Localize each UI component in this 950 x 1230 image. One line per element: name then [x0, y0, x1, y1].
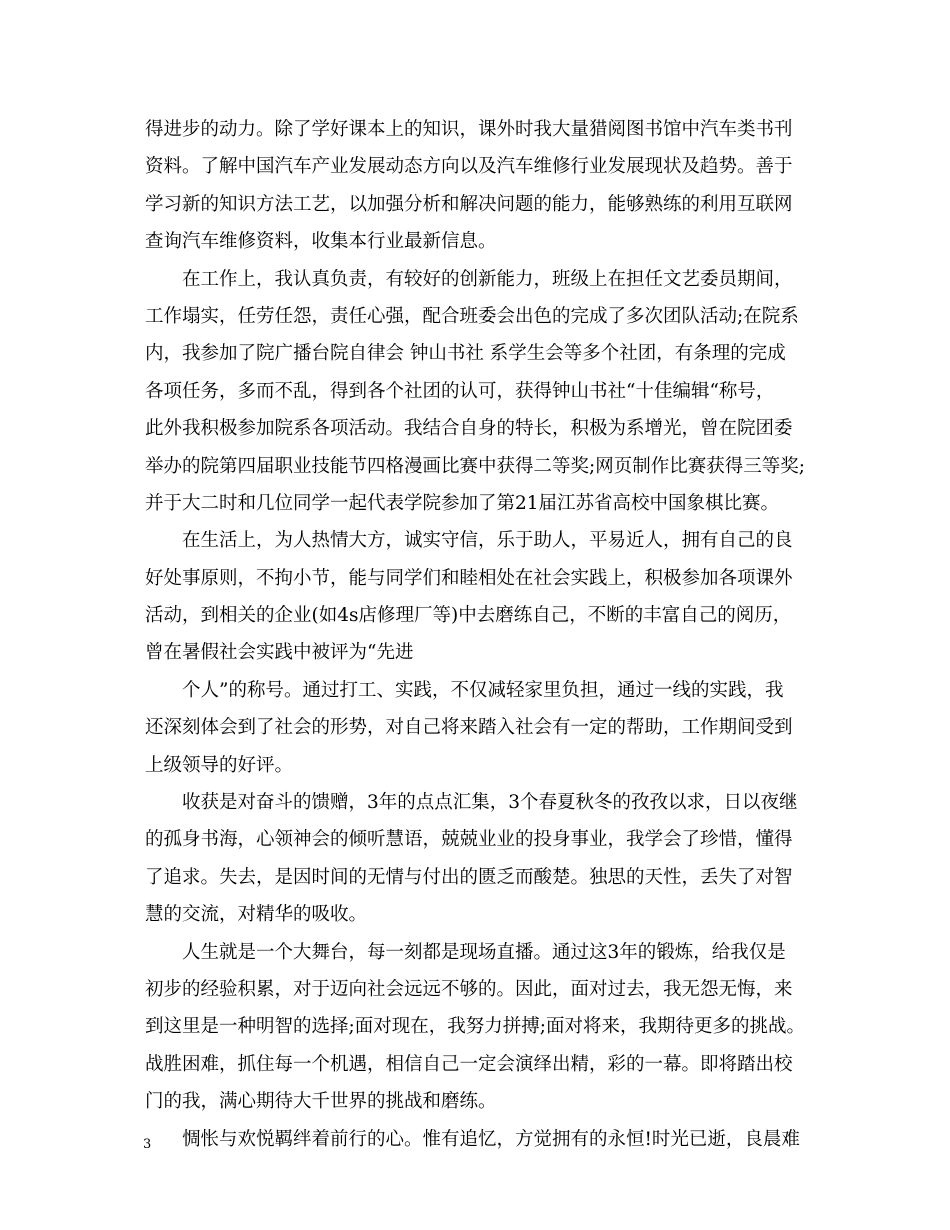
text-line: 初步的经验积累，对于迈向社会远远不够的。因此，面对过去，我无怨无悔，来: [145, 978, 793, 1000]
text-line: 得进步的动力。除了学好课本上的知识，课外时我大量猎阅图书馆中汽车类书刊: [145, 119, 793, 140]
text-line: 内，我参加了院广播台院自律会 钟山书社 系学生会等多个社团，有条理的完成: [145, 343, 786, 365]
text-line: 在生活上，为人热情大方，诚实守信，乐于助人，平易近人，拥有自己的良: [182, 530, 793, 552]
text-line: 查询汽车维修资料，收集本行业最新信息。: [145, 231, 497, 253]
text-line: 好处事原则，不拘小节，能与同学们和睦相处在社会实践上，积极参加各项课外: [145, 567, 793, 589]
text-line: 慧的交流，对精华的吸收。: [145, 904, 368, 926]
text-line: 举办的院第四届职业技能节四格漫画比赛中获得二等奖;网页制作比赛获得三等奖;: [145, 455, 805, 477]
text-line: 收获是对奋斗的馈赠，3年的点点汇集，3个春夏秋冬的孜孜以求，日以夜继: [182, 792, 798, 814]
text-line: 到这里是一种明智的选择;面对现在，我努力拼搏;面对将来，我期待更多的挑战。: [145, 1016, 805, 1038]
page-number: 3: [143, 1137, 152, 1152]
text-line: 曾在暑假社会实践中被评为“先进: [145, 642, 414, 664]
text-line: 门的我，满心期待大千世界的挑战和磨练。: [145, 1091, 497, 1113]
text-line: 个人”的称号。通过打工、实践，不仅减轻家里负担，通过一线的实践，我: [182, 679, 784, 701]
text-line: 活动，到相关的企业(如4s店修理厂等)中去磨练自己，不断的丰富自己的阅历，: [145, 605, 792, 627]
text-line: 上级领导的好评。: [145, 754, 294, 776]
text-line: 了追求。失去，是因时间的无情与付出的匮乏而酸楚。独思的天性，丢失了对智: [145, 866, 793, 888]
text-line: 学习新的知识方法工艺，以加强分析和解决问题的能力，能够熟练的利用互联网: [145, 193, 793, 215]
document-body: [145, 111, 825, 1158]
text-line: 战胜困难，抓住每一个机遇，相信自己一定会演绎出精，彩的一幕。即将踏出校: [145, 1053, 793, 1075]
text-line: 还深刻体会到了社会的形势，对自己将来踏入社会有一定的帮助，工作期间受到: [145, 717, 793, 739]
text-line: 此外我积极参加院系各项活动。我结合自身的特长，积极为系增光，曾在院团委: [145, 418, 793, 440]
text-line: 在工作上，我认真负责，有较好的创新能力，班级上在担任文艺委员期间，: [182, 268, 793, 290]
text-line: 惆怅与欢悦羁绊着前行的心。惟有追忆，方觉拥有的永恒!时光已逝，良晨难: [182, 1128, 800, 1150]
text-line: 工作塌实，任劳任怨，责任心强，配合班委会出色的完成了多次团队活动;在院系: [145, 305, 799, 327]
text-line: 资料。了解中国汽车产业发展动态方向以及汽车维修行业发展现状及趋势。善于: [145, 156, 793, 178]
text-line: 的孤身书海，心领神会的倾听慧语，兢兢业业的投身事业，我学会了珍惜，懂得: [145, 829, 793, 851]
text-line: 并于大二时和几位同学一起代表学院参加了第21届江苏省高校中国象棋比赛。: [145, 492, 780, 514]
text-line: 人生就是一个大舞台，每一刻都是现场直播。通过这3年的锻炼，给我仅是: [182, 941, 786, 963]
text-line: 各项任务，多而不乱，得到各个社团的认可，获得钟山书社“十佳编辑“称号，: [145, 380, 775, 402]
